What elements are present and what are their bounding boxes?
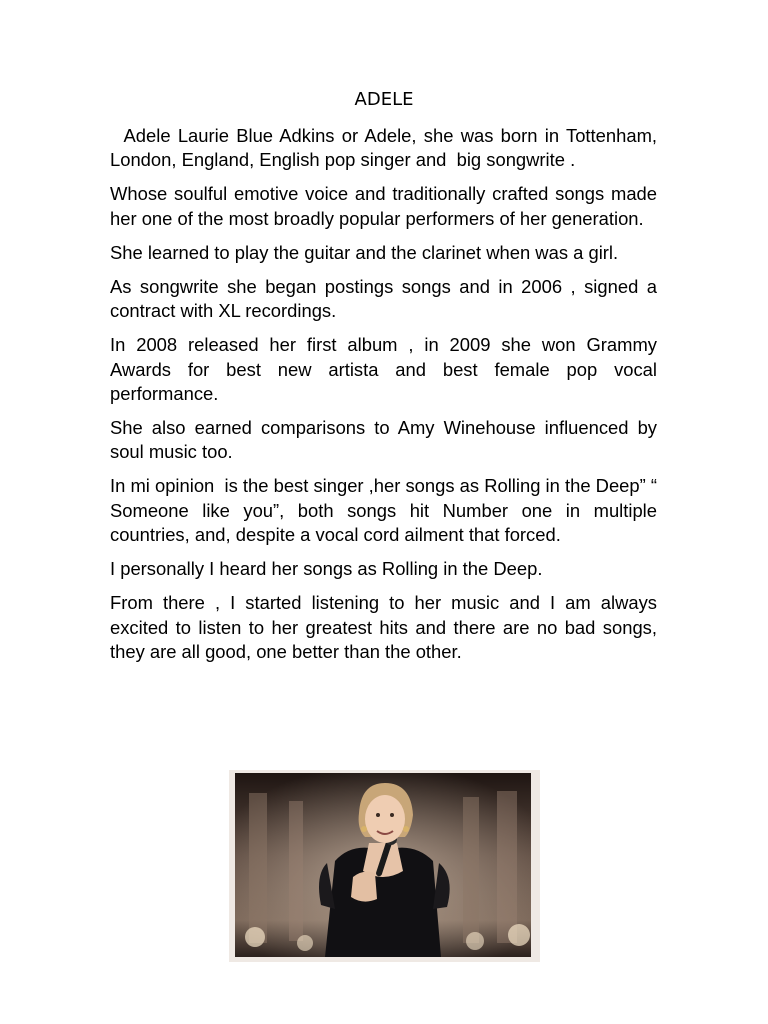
paragraph-3: She learned to play the guitar and the clarinet when was a girl.	[110, 241, 619, 263]
paragraph-2: Whose soulful emotive voice and traditionally crafted songs made her one of the most broadly popular performers of her generation.	[110, 183, 657, 229]
photo-frame	[229, 770, 540, 962]
paragraph-9: From there , I started listening to her music and I am always excited to listen to her greatest hits and there are no bad songs, they are all good, one better than the other.	[110, 592, 657, 663]
adele-performing-photo	[235, 773, 531, 957]
paragraph-5: In 2008 released her first album , in 2009 she won Grammy Awards for best new artista and best female pop vocal performance.	[110, 334, 657, 405]
paragraph-4: As songwrite she began postings songs and in 2006 , signed a contract with XL recordings.	[110, 275, 657, 322]
paragraph-1: Adele Laurie Blue Adkins or Adele, she was born in Tottenham, London, England, English pop singer and big songwrite .	[110, 125, 657, 171]
paragraph-7: In mi opinion is the best singer ,her songs as Rolling in the Deep” “ Someone like you”, both songs hit Number one in multiple countries, and, despite a vocal cord ailment that forced.	[110, 475, 657, 546]
paragraph-6: She also earned comparisons to Amy Winehouse influenced by soul music too.	[110, 417, 657, 463]
paragraph-8: I personally I heard her songs as Rolling in the Deep.	[110, 558, 543, 580]
document-body	[110, 124, 657, 674]
document-title: ADELE	[354, 89, 414, 110]
